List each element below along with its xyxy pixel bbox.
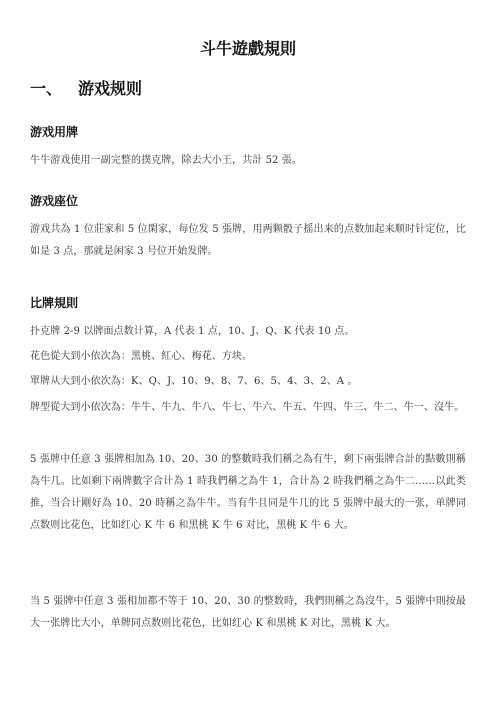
paragraph-points: 扑克牌 2-9 以牌面点数计算，A 代表 1 点，10、J、Q、K 代表 10 点。 bbox=[30, 326, 355, 337]
paragraph-single-cards: 單牌从大到小依次為：K、Q、J、10、9、8、7、6、5、4、3、2、A 。 bbox=[30, 376, 358, 387]
document-title: 斗牛遊戲規則 bbox=[199, 39, 296, 58]
subheading-seats: 游戏座位 bbox=[30, 194, 79, 208]
section-title: 游戏规则 bbox=[78, 79, 143, 98]
paragraph-no-niu: 当 5 張牌中任意 3 張相加都不等于 10、20、30 的整数時，我們則稱之為沒牛，5 張牌中則按最大一张牌比大小，单牌同点数则比花色，比如红心 K 和黑桃 K 对比，黑桃 K 大。 bbox=[30, 596, 466, 629]
subheading-compare: 比牌規則 bbox=[30, 296, 79, 310]
paragraph-hand-ranks: 牌型從大到小依次為：牛牛、牛九、牛八、牛七、牛六、牛五、牛四、牛三、牛二、牛一、沒牛。 bbox=[30, 402, 465, 413]
section-heading bbox=[30, 76, 142, 99]
section-number: 一、 bbox=[30, 79, 63, 98]
subheading-cards: 游戏用牌 bbox=[30, 125, 79, 139]
paragraph-seats: 游戏共為 1 位莊家和 5 位閑家，每位发 5 張牌，用两颗骰子摇出来的点数加起来顺时针定位，比如是 3 点，那就是闲家 3 号位开始发牌。 bbox=[30, 224, 466, 257]
paragraph-has-niu: 5 張牌中任意 3 張牌相加為 10、20、30 的整數時我们稱之為有牛，剩下兩張牌合計的點數則稱為牛几。比如剩下兩牌數字合计為 1 時我們稱之為牛 1，合计為 2 時我們稱之為牛二……以此类推，当合计剛好為 10、20 時稱之為牛牛。当有牛且同是牛几的比 5 張牌中最大的一张，单牌同点数则比花色，比如红心 K 牛 6 和黑桃 K 牛 6 对比，黑桃 K 牛 6 大。 bbox=[30, 454, 466, 531]
paragraph-cards: 牛牛游戏使用一副完整的撲克牌，除去大小王，共計 52 張。 bbox=[30, 155, 302, 166]
paragraph-suits: 花色從大到小依次為：黑桃、紅心、梅花、方块。 bbox=[30, 351, 253, 362]
